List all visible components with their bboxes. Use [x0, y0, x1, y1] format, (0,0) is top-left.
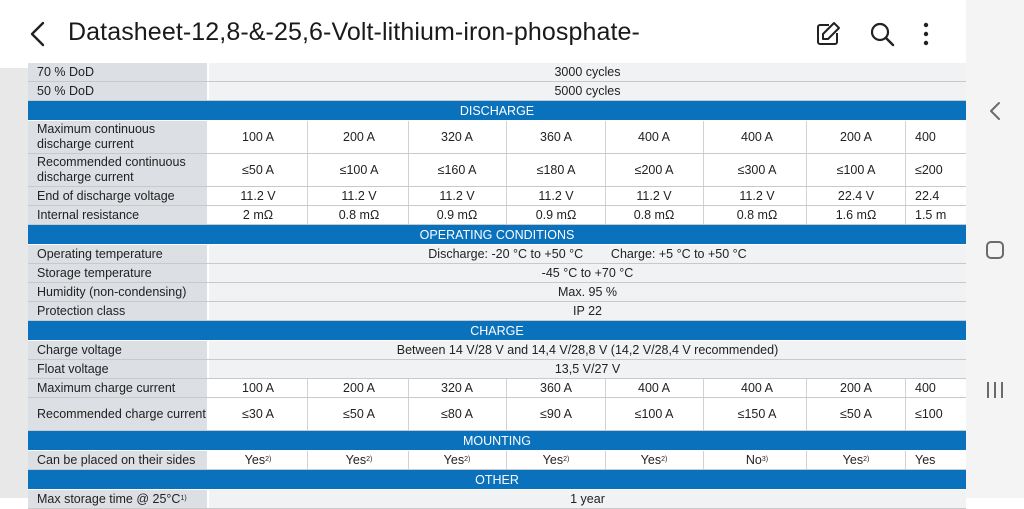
table-row	[28, 154, 966, 187]
table-cell: Yes 2)	[605, 451, 704, 469]
table-cell: Yes 2)	[408, 451, 507, 469]
document-title: Datasheet-12,8-&-25,6-Volt-lithium-iron-phosphate-	[68, 18, 640, 46]
table-row	[28, 187, 966, 206]
table-cell: 22.4	[915, 189, 940, 203]
table-cell: 1.5 m	[915, 208, 947, 222]
table-cell: 400	[915, 130, 936, 144]
table-cell: 11.2 V	[310, 187, 409, 205]
back-arrow-icon[interactable]	[24, 18, 54, 50]
table-cell: 400	[915, 381, 936, 395]
nav-home-icon[interactable]	[980, 234, 1010, 266]
table-cell: 200 A	[807, 379, 906, 397]
nav-recents-icon[interactable]	[980, 374, 1010, 406]
datasheet-table	[28, 63, 966, 509]
row-value: 3000 cycles	[209, 63, 966, 81]
table-cell: ≤200 A	[605, 154, 704, 186]
section-header-discharge: DISCHARGE	[28, 101, 966, 121]
row-label: Charge voltage	[28, 341, 208, 359]
system-nav-bar	[966, 0, 1024, 498]
row-label: Internal resistance	[28, 206, 208, 224]
table-cell: ≤160 A	[408, 154, 507, 186]
table-cell: 0.9 mΩ	[507, 206, 606, 224]
table-cell: ≤100 A	[310, 154, 409, 186]
table-cell: 200 A	[310, 121, 409, 153]
app-bar	[0, 0, 966, 68]
table-cell: ≤30 A	[209, 398, 308, 430]
table-cell: 22.4 V	[807, 187, 906, 205]
row-label: Operating temperature	[28, 245, 208, 263]
table-row	[28, 398, 966, 431]
table-row	[28, 82, 966, 101]
table-cell: 400 A	[708, 379, 807, 397]
table-cell: 0.8 mΩ	[605, 206, 704, 224]
edit-icon[interactable]	[812, 18, 844, 50]
table-row	[28, 490, 966, 509]
table-row	[28, 264, 966, 283]
section-header-charge: CHARGE	[28, 321, 966, 341]
table-row	[28, 63, 966, 82]
row-value: 1 year	[209, 490, 966, 508]
row-label: Storage temperature	[28, 264, 208, 282]
table-cell: 100 A	[209, 121, 308, 153]
search-icon[interactable]	[866, 18, 898, 50]
table-cell: 360 A	[507, 379, 606, 397]
table-cell: ≤150 A	[708, 398, 807, 430]
table-cell: 400 A	[605, 121, 704, 153]
table-cell: ≤100 A	[807, 154, 906, 186]
table-cell: 400 A	[708, 121, 807, 153]
table-row	[28, 341, 966, 360]
table-row	[28, 302, 966, 321]
row-value: 13,5 V/27 V	[209, 360, 966, 378]
table-cell: ≤50 A	[209, 154, 308, 186]
table-cell: ≤180 A	[507, 154, 606, 186]
table-row	[28, 245, 966, 264]
section-header-mounting: MOUNTING	[28, 431, 966, 451]
table-cell: 11.2 V	[209, 187, 308, 205]
more-vert-icon[interactable]	[910, 18, 942, 50]
row-label: 50 % DoD	[28, 82, 208, 100]
table-cell: Yes 2)	[310, 451, 409, 469]
table-row	[28, 206, 966, 225]
table-cell: 11.2 V	[507, 187, 606, 205]
table-cell: No 3)	[708, 451, 807, 469]
table-cell: 11.2 V	[408, 187, 507, 205]
table-cell: 11.2 V	[605, 187, 704, 205]
row-label: Maximum charge current	[28, 379, 208, 397]
table-cell: ≤50 A	[310, 398, 409, 430]
table-cell: ≤90 A	[507, 398, 606, 430]
table-cell: 320 A	[408, 379, 507, 397]
row-value: Max. 95 %	[209, 283, 966, 301]
table-cell: ≤80 A	[408, 398, 507, 430]
table-cell: Yes 2)	[209, 451, 308, 469]
row-value: 5000 cycles	[209, 82, 966, 100]
table-cell: 100 A	[209, 379, 308, 397]
table-cell: ≤200	[915, 163, 943, 177]
row-label: 70 % DoD	[28, 63, 208, 81]
table-cell: 200 A	[807, 121, 906, 153]
section-header-other: OTHER	[28, 470, 966, 490]
table-cell: 400 A	[605, 379, 704, 397]
table-cell: Yes 2)	[807, 451, 906, 469]
row-label: Protection class	[28, 302, 208, 320]
row-label: Max storage time @ 25°C 1)	[28, 490, 208, 508]
table-row	[28, 283, 966, 302]
document-view[interactable]	[0, 64, 966, 506]
section-header-operating: OPERATING CONDITIONS	[28, 225, 966, 245]
table-cell: 2 mΩ	[209, 206, 308, 224]
row-label: End of discharge voltage	[28, 187, 208, 205]
table-cell: 0.8 mΩ	[708, 206, 807, 224]
table-row	[28, 451, 966, 470]
table-row	[28, 360, 966, 379]
row-value: IP 22	[209, 302, 966, 320]
table-cell: ≤300 A	[708, 154, 807, 186]
table-cell: ≤100 A	[605, 398, 704, 430]
table-cell: 320 A	[408, 121, 507, 153]
row-value: Discharge: -20 °C to +50 °C Charge: +5 °C to +50 °C	[209, 245, 966, 263]
table-cell: 1.6 mΩ	[807, 206, 906, 224]
table-cell: 0.9 mΩ	[408, 206, 507, 224]
table-cell: 360 A	[507, 121, 606, 153]
table-cell: Yes 2)	[507, 451, 606, 469]
table-cell: ≤50 A	[807, 398, 906, 430]
table-row	[28, 121, 966, 154]
row-label: Recommended charge current	[28, 398, 208, 430]
table-cell: ≤100	[915, 407, 943, 421]
row-value: Between 14 V/28 V and 14,4 V/28,8 V (14,2 V/28,4 V recommended)	[209, 341, 966, 359]
table-cell: 11.2 V	[708, 187, 807, 205]
table-row	[28, 379, 966, 398]
row-label: Humidity (non-condensing)	[28, 283, 208, 301]
row-label: Can be placed on their sides	[28, 451, 208, 469]
nav-back-icon[interactable]	[980, 95, 1010, 127]
row-label: Recommended continuous discharge current	[28, 154, 208, 186]
table-cell: Yes	[915, 453, 936, 467]
row-label: Maximum continuous discharge current	[28, 121, 208, 153]
table-cell: 0.8 mΩ	[310, 206, 409, 224]
table-cell: 200 A	[310, 379, 409, 397]
row-label: Float voltage	[28, 360, 208, 378]
row-value: -45 °C to +70 °C	[209, 264, 966, 282]
